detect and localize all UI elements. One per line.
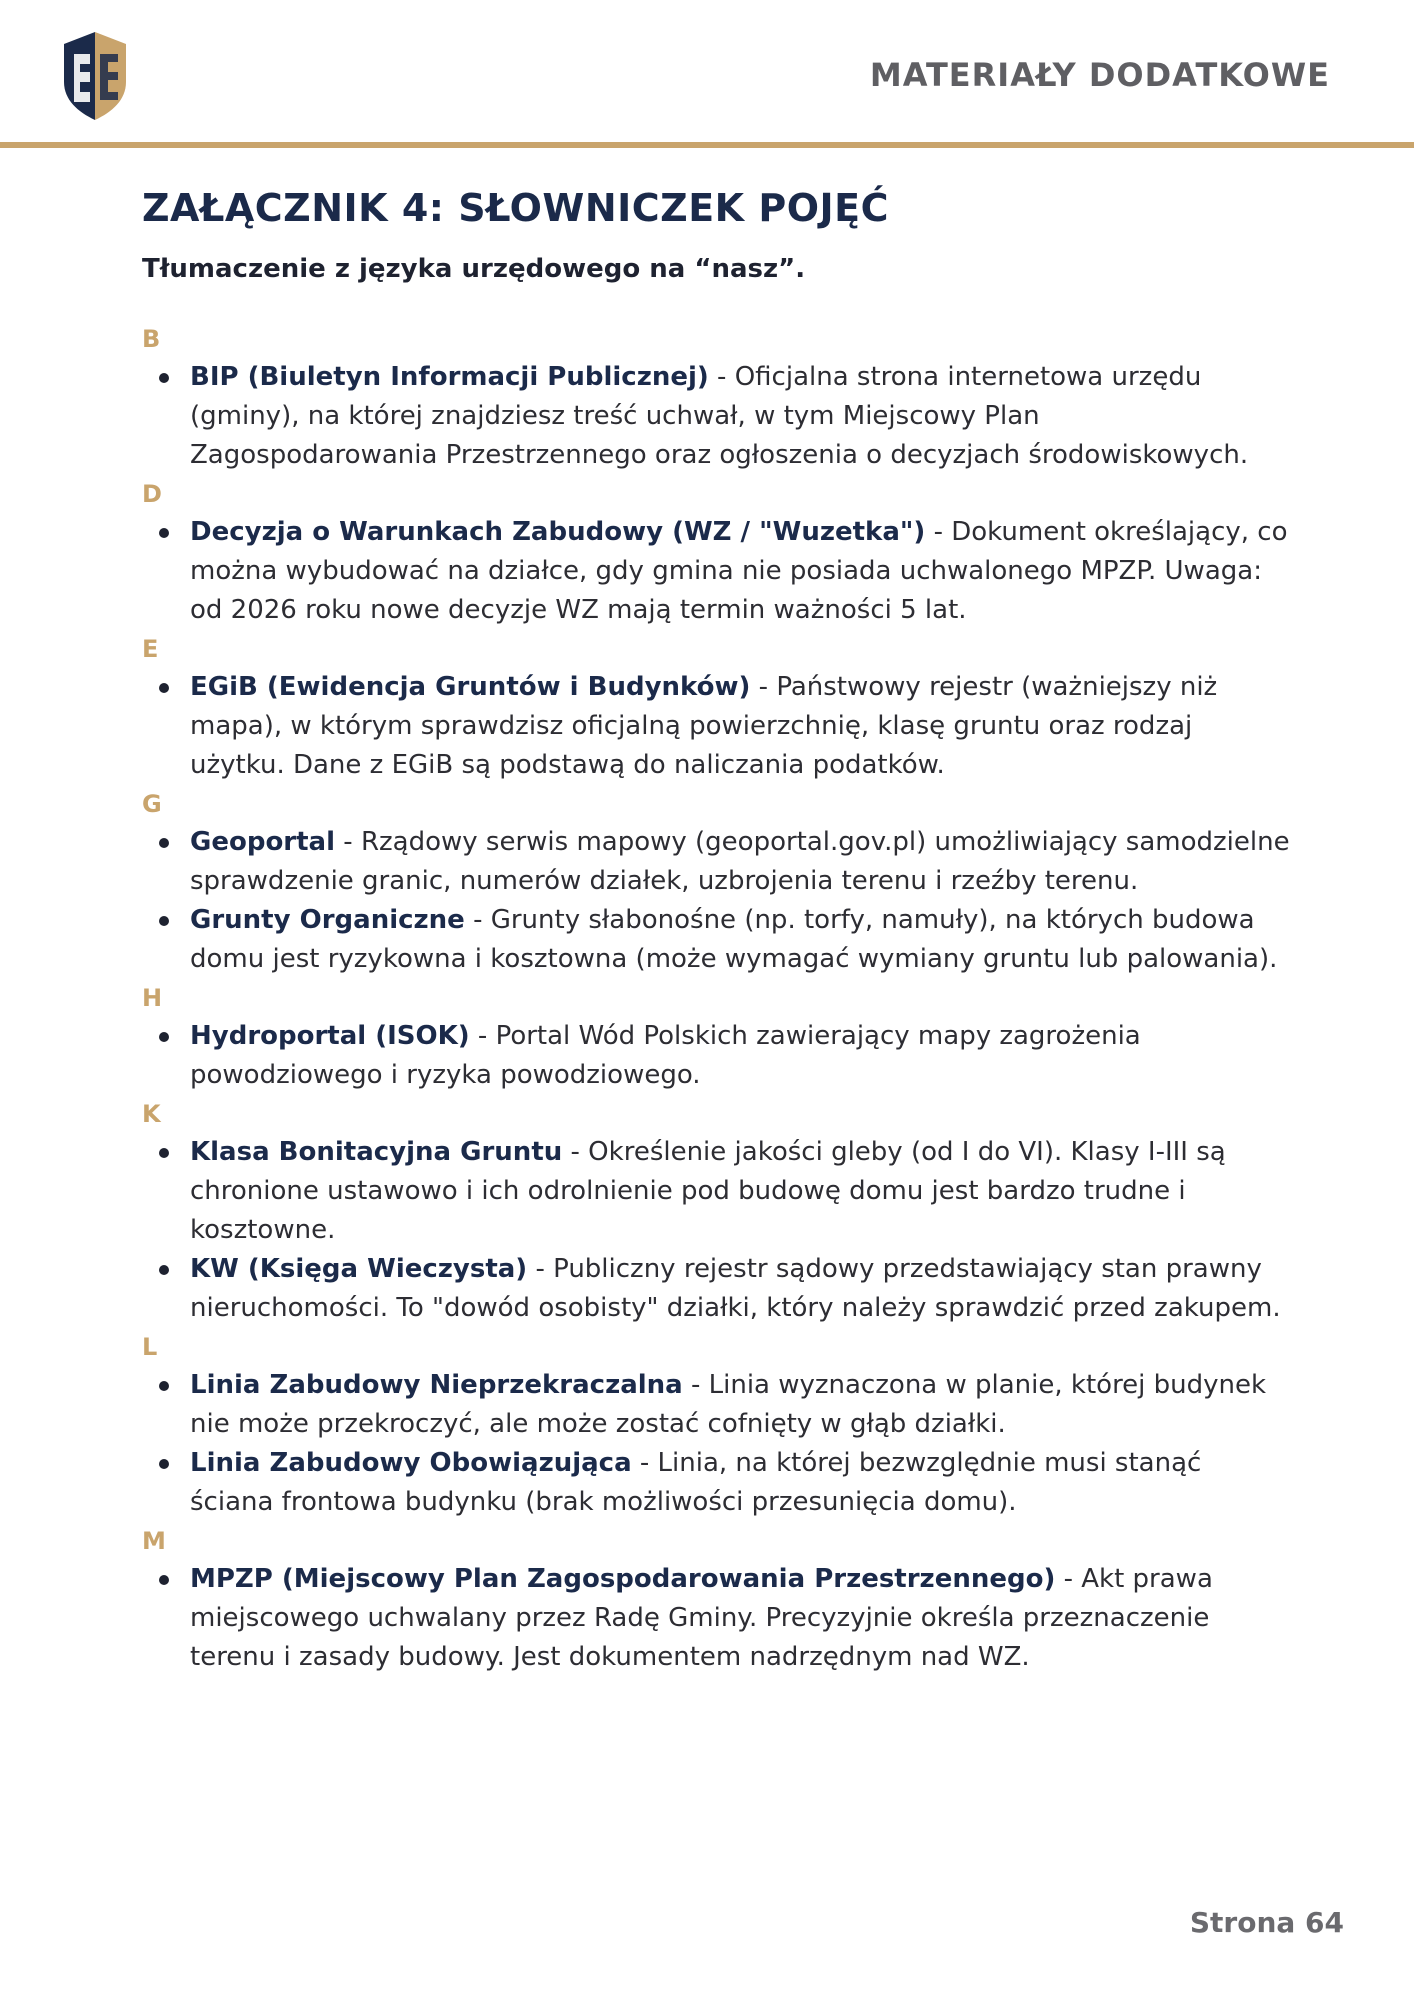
shield-logo-icon xyxy=(60,30,130,122)
term-item xyxy=(142,513,1292,630)
term-name: Linia Zabudowy Obowiązująca xyxy=(190,1448,632,1478)
page-header xyxy=(0,0,1414,142)
term-item xyxy=(142,1250,1292,1328)
term-list xyxy=(142,513,1292,630)
term-name: BIP (Biuletyn Informacji Publicznej) xyxy=(190,362,709,392)
term-description: - Linia wyznaczona w planie, której budynek nie może przekroczyć, ale może zostać cofnięty w głąb działki. xyxy=(190,1370,1267,1439)
term-description: - Publiczny rejestr sądowy przedstawiający stan prawny nieruchomości. To "dowód osobisty" działki, który należy sprawdzić przed zakupem. xyxy=(190,1254,1281,1323)
term-item xyxy=(142,1366,1292,1444)
section-letter: D xyxy=(142,480,162,508)
term-item xyxy=(142,358,1292,475)
term-description: - Określenie jakości gleby (od I do VI). Klasy I-III są chronione ustawowo i ich odrolnienie pod budowę domu jest bardzo trudne i kosztowne. xyxy=(190,1137,1226,1245)
term-list xyxy=(142,358,1292,475)
term-item xyxy=(142,1133,1292,1250)
term-name: Decyzja o Warunkach Zabudowy (WZ / "Wuzetka") xyxy=(190,517,926,547)
term-list xyxy=(142,1560,1292,1677)
section-letter: E xyxy=(142,635,159,663)
glossary-content xyxy=(142,186,1292,1677)
term-description: - Akt prawa miejscowego uchwalany przez Radę Gminy. Precyzyjnie określa przeznaczenie terenu i zasady budowy. Jest dokumentem nadrzędnym nad WZ. xyxy=(190,1564,1213,1672)
section-letter: G xyxy=(142,790,162,818)
glossary-section xyxy=(142,475,1292,630)
page-subtitle: Tłumaczenie z języka urzędowego na “nasz”. xyxy=(142,254,806,284)
term-description: - Linia, na której bezwzględnie musi stanąć ściana frontowa budynku (brak możliwości przesunięcia domu). xyxy=(190,1448,1202,1517)
term-name: Grunty Organiczne xyxy=(190,905,465,935)
term-description: - Dokument określający, co można wybudować na działce, gdy gmina nie posiada uchwalonego MPZP. Uwaga: od 2026 roku nowe decyzje WZ mają termin ważności 5 lat. xyxy=(190,517,1288,625)
section-letter: M xyxy=(142,1527,166,1555)
glossary-section xyxy=(142,630,1292,785)
page-number: Strona 64 xyxy=(1189,1906,1344,1939)
term-item xyxy=(142,668,1292,785)
term-item xyxy=(142,901,1292,979)
term-description: - Państwowy rejestr (ważniejszy niż mapa), w którym sprawdzisz oficjalną powierzchnię, klasę gruntu oraz rodzaj użytku. Dane z EGiB są podstawą do naliczania podatków. xyxy=(190,672,1218,780)
term-item xyxy=(142,823,1292,901)
term-item xyxy=(142,1560,1292,1677)
section-letter: B xyxy=(142,325,161,353)
term-description: - Grunty słabonośne (np. torfy, namuły), na których budowa domu jest ryzykowna i kosztowna (może wymagać wymiany gruntu lub palowania). xyxy=(190,905,1278,974)
section-letter: K xyxy=(142,1100,161,1128)
term-name: Linia Zabudowy Nieprzekraczalna xyxy=(190,1370,683,1400)
term-item xyxy=(142,1017,1292,1095)
glossary-section xyxy=(142,785,1292,979)
term-name: KW (Księga Wieczysta) xyxy=(190,1254,528,1284)
term-description: - Rządowy serwis mapowy (geoportal.gov.pl) umożliwiający samodzielne sprawdzenie granic, numerów działek, uzbrojenia terenu i rzeźby terenu. xyxy=(190,827,1290,896)
term-name: EGiB (Ewidencja Gruntów i Budynków) xyxy=(190,672,751,702)
term-name: Hydroportal (ISOK) xyxy=(190,1021,470,1051)
section-letter: H xyxy=(142,984,163,1012)
term-list xyxy=(142,668,1292,785)
term-name: Klasa Bonitacyjna Gruntu xyxy=(190,1137,563,1167)
glossary-section xyxy=(142,1522,1292,1677)
glossary-section xyxy=(142,320,1292,475)
term-list xyxy=(142,1133,1292,1328)
term-name: Geoportal xyxy=(190,827,336,857)
glossary-section xyxy=(142,1095,1292,1328)
term-name: MPZP (Miejscowy Plan Zagospodarowania Przestrzennego) xyxy=(190,1564,1056,1594)
term-description: - Oficjalna strona internetowa urzędu (gminy), na której znajdziesz treść uchwał, w tym Miejscowy Plan Zagospodarowania Przestrzennego oraz ogłoszenia o decyzjach środowiskowych. xyxy=(190,362,1249,470)
section-letter: L xyxy=(142,1333,158,1361)
term-list xyxy=(142,823,1292,979)
term-list xyxy=(142,1017,1292,1095)
header-title: MATERIAŁY DODATKOWE xyxy=(869,56,1330,94)
term-description: - Portal Wód Polskich zawierający mapy zagrożenia powodziowego i ryzyka powodziowego. xyxy=(190,1021,1141,1090)
glossary-section xyxy=(142,1328,1292,1522)
term-list xyxy=(142,1366,1292,1522)
page-title: ZAŁĄCZNIK 4: SŁOWNICZEK POJĘĆ xyxy=(142,186,889,230)
glossary-sections xyxy=(142,320,1292,1677)
header-divider xyxy=(0,142,1414,148)
term-item xyxy=(142,1444,1292,1522)
glossary-section xyxy=(142,979,1292,1095)
